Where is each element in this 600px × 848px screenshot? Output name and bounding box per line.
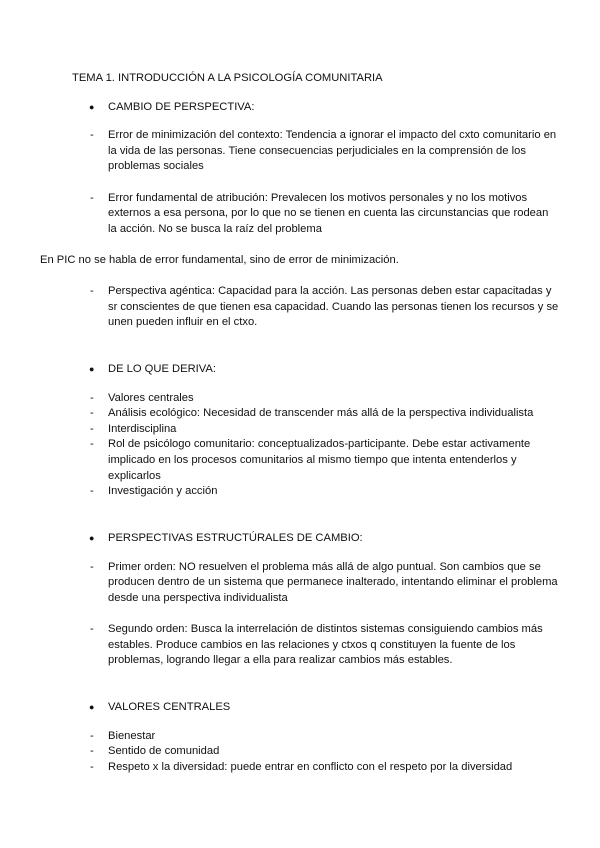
dash-icon: -	[90, 438, 94, 451]
section-heading-cambio	[72, 100, 560, 116]
list-item	[72, 560, 560, 607]
dash-icon: -	[90, 129, 94, 142]
list-item	[72, 422, 560, 438]
dash-icon: -	[90, 729, 94, 742]
list-item	[72, 191, 560, 238]
dash-icon: -	[90, 391, 94, 404]
dash-icon: -	[90, 407, 94, 420]
list-item-text: Bienestar	[108, 729, 156, 742]
list-item-text: Primer orden: NO resuelven el problema más allá de algo puntual. Son cambios que se producen dentro de un sistema que permanece inalterado, intentando eliminar el problema desde una perspectiva individualista	[108, 560, 558, 604]
dash-icon: -	[90, 560, 94, 573]
section-heading-perspectivas	[72, 531, 560, 547]
list-item	[72, 484, 560, 500]
list-item-text: Rol de psicólogo comunitario: conceptualizados-participante. Debe estar activamente implicado en los procesos comunitarios al mismo tiempo que intenta entenderlos y explicarlos	[108, 438, 531, 482]
dash-icon: -	[90, 191, 94, 204]
list-item	[72, 760, 560, 776]
list-item	[72, 622, 560, 669]
list-item	[72, 406, 560, 422]
dash-icon: -	[90, 760, 94, 773]
section-heading-text: DE LO QUE DERIVA:	[108, 363, 216, 376]
bullet-icon: ●	[89, 533, 95, 544]
section-heading-text: VALORES CENTRALES	[108, 700, 231, 713]
note-paragraph: En PIC no se habla de error fundamental, sino de error de minimización.	[40, 253, 399, 266]
dash-icon: -	[90, 485, 94, 498]
list-item-text: Análisis ecológico: Necesidad de transcender más allá de la perspectiva individualista	[108, 407, 534, 420]
dash-icon: -	[90, 285, 94, 298]
section-heading-deriva	[72, 362, 560, 378]
list-item-text: Investigación y acción	[108, 485, 218, 498]
list-item	[72, 729, 560, 745]
list-item-text: Error de minimización del contexto: Tendencia a ignorar el impacto del cxto comunitario en la vida de las personas. Tiene consecuencias perjudiciales en la comprensión de los problemas sociales	[108, 129, 557, 173]
list-item-text: Respeto x la diversidad: puede entrar en conflicto con el respeto por la diversidad	[108, 760, 513, 773]
list-item-text: Sentido de comunidad	[108, 745, 220, 758]
list-item-text: Perspectiva agéntica: Capacidad para la acción. Las personas deben estar capacitadas y sr conscientes de que tienen esa capacidad. Cuando las personas tienen los recursos y se unen pueden influir en el ctxo.	[108, 285, 559, 329]
list-item	[72, 284, 560, 331]
dash-icon: -	[90, 422, 94, 435]
dash-icon: -	[90, 745, 94, 758]
section-heading-text: CAMBIO DE PERSPECTIVA:	[108, 100, 255, 113]
list-item-text: Error fundamental de atribución: Prevalecen los motivos personales y no los motivos externos a esa persona, por lo que no se tienen en cuenta las circunstancias que rodean la acción. No se busca la raíz del problema	[108, 191, 549, 235]
section-heading-text: PERSPECTIVAS ESTRUCTÚRALES DE CAMBIO:	[108, 532, 363, 545]
dash-icon: -	[90, 623, 94, 635]
bullet-icon: ●	[89, 364, 95, 375]
list-item-text: Interdisciplina	[108, 422, 177, 435]
list-item	[72, 128, 560, 175]
bullet-icon: ●	[89, 101, 95, 112]
list-item	[72, 391, 560, 407]
list-item-text: Segundo orden: Busca la interrelación de distintos sistemas consiguiendo cambios más estables. Produce cambios en las relaciones y ctxos q constituyen la fuente de los problemas, logrando llegar a ella para realizar cambios más estables.	[108, 623, 543, 667]
list-item	[72, 437, 560, 484]
bullet-icon: ●	[89, 701, 95, 712]
list-item-text: Valores centrales	[108, 391, 194, 404]
section-heading-valores	[72, 700, 560, 716]
list-item	[72, 744, 560, 760]
document-title: TEMA 1. INTRODUCCIÓN A LA PSICOLOGÍA COMUNITARIA	[72, 72, 383, 84]
